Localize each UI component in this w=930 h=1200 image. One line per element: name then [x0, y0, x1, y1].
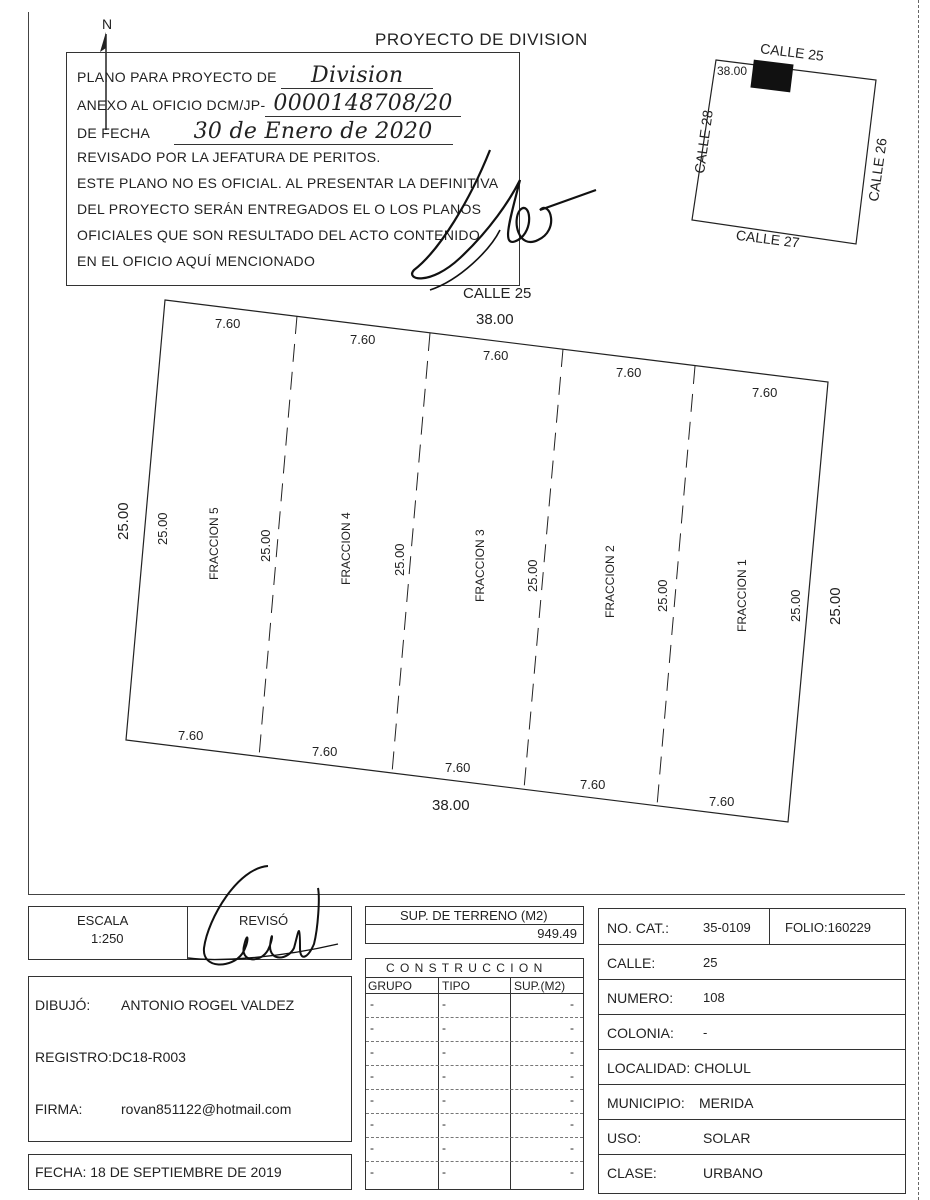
- row-3-tipo: -: [442, 1045, 446, 1059]
- plan-top-total: 38.00: [476, 311, 514, 328]
- escala-value: 1:250: [91, 931, 124, 946]
- calle-value: 25: [703, 955, 718, 970]
- uso-value: SOLAR: [703, 1130, 751, 1146]
- catastral-box: [598, 908, 906, 1194]
- fraccion-2-top: 7.60: [616, 365, 642, 380]
- construccion-table: [365, 958, 584, 1190]
- fraccion-2-depth: 25.00: [525, 559, 540, 592]
- fraccion-1-top: 7.60: [752, 385, 778, 400]
- fraccion-1-label: FRACCION 1: [735, 559, 749, 632]
- construccion-title: C O N S T R U C C I O N: [386, 961, 544, 975]
- fraccion-1-depth: 25.00: [655, 579, 670, 612]
- right-depth: 25.00: [788, 589, 803, 622]
- row-8-tipo: -: [442, 1165, 446, 1179]
- fecha-box: [28, 1154, 352, 1190]
- stamp-line-1-value: Division: [281, 63, 433, 89]
- fraccion-4-label: FRACCION 4: [339, 512, 353, 585]
- row-2-tipo: -: [442, 1021, 446, 1035]
- no-cat-value: 35-0109: [703, 920, 751, 935]
- stamp-line-2-label: ANEXO AL OFICIO DCM/JP-: [77, 97, 266, 113]
- row-4-sup: -: [570, 1069, 574, 1083]
- location-map-top-street: CALLE 25: [759, 40, 825, 64]
- col-sup: SUP.(M2): [514, 979, 566, 993]
- firma-label: FIRMA:: [35, 1101, 83, 1117]
- fraccion-2-bottom: 7.60: [580, 777, 606, 792]
- localidad: LOCALIDAD: CHOLUL: [607, 1060, 751, 1076]
- fraccion-2-label: FRACCION 2: [603, 545, 617, 618]
- escala-label: ESCALA: [77, 913, 129, 928]
- fraccion-4-top: 7.60: [350, 332, 376, 347]
- stamp-line-3-value: 30 de Enero de 2020: [174, 119, 453, 145]
- stamp-line-8: EN EL OFICIO AQUÍ MENCIONADO: [77, 253, 316, 269]
- fraccion-5-label: FRACCION 5: [207, 507, 221, 580]
- document-title: PROYECTO DE DIVISION: [375, 30, 588, 49]
- clase-value: URBANO: [703, 1165, 763, 1181]
- dibujo-value: ANTONIO ROGEL VALDEZ: [121, 997, 295, 1013]
- author-box: [28, 976, 352, 1142]
- row-2-sup: -: [570, 1021, 574, 1035]
- location-map-left-street: CALLE 28: [691, 108, 716, 175]
- plan-top-street: CALLE 25: [463, 285, 532, 302]
- numero-value: 108: [703, 990, 725, 1005]
- municipio-label: MUNICIPIO:: [607, 1095, 685, 1111]
- fraccion-5-top: 7.60: [215, 316, 241, 331]
- dibujo-label: DIBUJÓ:: [35, 997, 91, 1013]
- col-tipo: TIPO: [442, 979, 471, 993]
- reviso-label: REVISÓ: [239, 913, 289, 928]
- registro: REGISTRO:DC18-R003: [35, 1049, 186, 1065]
- fraccion-3-bottom: 7.60: [445, 760, 471, 775]
- row-7-sup: -: [570, 1141, 574, 1155]
- plan-bottom-total: 38.00: [432, 797, 470, 814]
- row-6-tipo: -: [442, 1117, 446, 1131]
- stamp-line-1-label: PLANO PARA PROYECTO DE: [77, 69, 277, 85]
- folio: FOLIO:160229: [785, 920, 871, 935]
- row-8-grupo: -: [370, 1165, 374, 1179]
- superficie-value: 949.49: [537, 926, 577, 941]
- row-3-grupo: -: [370, 1045, 374, 1059]
- fraccion-3-depth: 25.00: [392, 543, 407, 576]
- fraccion-1-bottom: 7.60: [709, 794, 735, 809]
- fecha: FECHA: 18 DE SEPTIEMBRE DE 2019: [35, 1164, 282, 1180]
- row-8-sup: -: [570, 1165, 574, 1179]
- row-1-sup: -: [570, 997, 574, 1011]
- fraccion-5-bottom: 7.60: [178, 728, 204, 743]
- colonia-value: -: [703, 1025, 708, 1040]
- numero-label: NUMERO:: [607, 990, 674, 1006]
- row-5-sup: -: [570, 1093, 574, 1107]
- north-label: N: [102, 16, 113, 32]
- stamp-line-2-value: 0000148708/20: [265, 91, 460, 117]
- row-7-grupo: -: [370, 1141, 374, 1155]
- stamp-line-7: OFICIALES QUE SON RESULTADO DEL ACTO CONTENIDO: [77, 227, 481, 243]
- row-3-sup: -: [570, 1045, 574, 1059]
- reviso-signature: [178, 858, 348, 978]
- fraccion-3-top: 7.60: [483, 348, 509, 363]
- plan-right-total: 25.00: [827, 587, 844, 625]
- fraccion-4-depth: 25.00: [258, 529, 273, 562]
- calle-label: CALLE:: [607, 955, 656, 971]
- row-6-sup: -: [570, 1117, 574, 1131]
- superficie-box: [365, 906, 584, 944]
- location-map-dim: 38.00: [717, 64, 748, 78]
- fraccion-5-depth: 25.00: [155, 512, 170, 545]
- row-5-grupo: -: [370, 1093, 374, 1107]
- no-cat-label: NO. CAT.:: [607, 920, 669, 936]
- row-4-grupo: -: [370, 1069, 374, 1083]
- clase-label: CLASE:: [607, 1165, 657, 1181]
- fraccion-3-label: FRACCION 3: [473, 529, 487, 602]
- uso-label: USO:: [607, 1130, 642, 1146]
- stamp-line-4: REVISADO POR LA JEFATURA DE PERITOS.: [77, 149, 381, 165]
- row-6-grupo: -: [370, 1117, 374, 1131]
- superficie-label: SUP. DE TERRENO (M2): [400, 908, 548, 923]
- location-map-bottom-street: CALLE 27: [735, 226, 801, 251]
- plan-left-total: 25.00: [115, 502, 132, 540]
- location-map-right-street: CALLE 26: [865, 136, 890, 203]
- row-1-grupo: -: [370, 997, 374, 1011]
- stamp-line-6: DEL PROYECTO SERÁN ENTREGADOS EL O LOS PLANOS: [77, 201, 482, 217]
- firma-value: rovan851122@hotmail.com: [121, 1101, 292, 1117]
- stamp-line-5: ESTE PLANO NO ES OFICIAL. AL PRESENTAR LA DEFINITIVA: [77, 175, 499, 191]
- col-grupo: GRUPO: [368, 979, 413, 993]
- fraccion-4-bottom: 7.60: [312, 744, 338, 759]
- municipio-value: MERIDA: [699, 1095, 754, 1111]
- row-5-tipo: -: [442, 1093, 446, 1107]
- row-7-tipo: -: [442, 1141, 446, 1155]
- row-2-grupo: -: [370, 1021, 374, 1035]
- colonia-label: COLONIA:: [607, 1025, 674, 1041]
- stamp-line-3-label: DE FECHA: [77, 125, 150, 141]
- row-1-tipo: -: [442, 997, 446, 1011]
- row-4-tipo: -: [442, 1069, 446, 1083]
